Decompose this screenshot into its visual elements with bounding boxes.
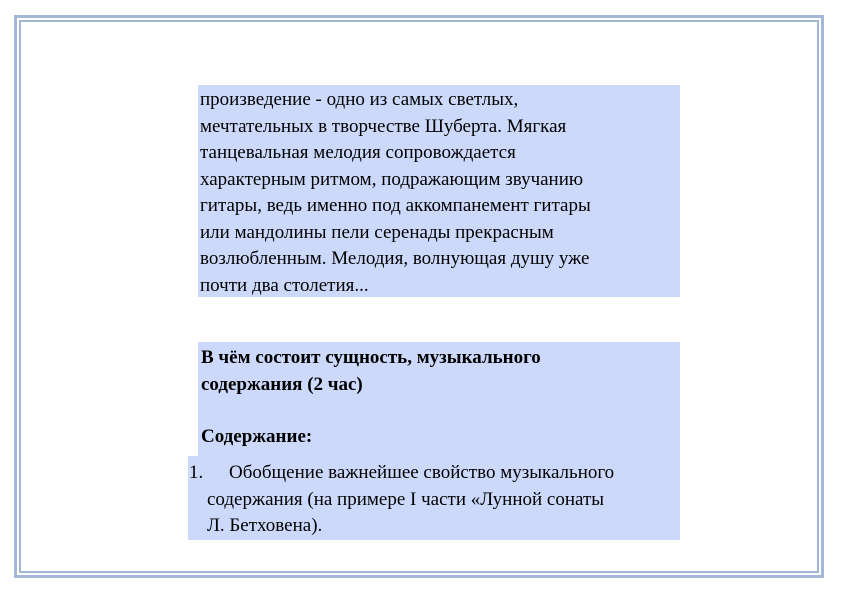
- list-item-line: Л. Бетховена).: [207, 515, 323, 536]
- list-item-line: Обобщение важнейшее свойство музыкального: [229, 462, 615, 483]
- paragraph-line: танцевальная мелодия сопровождается: [200, 142, 516, 163]
- paragraph-line: характерным ритмом, подражающим звучанию: [200, 168, 584, 190]
- paragraph-line: произведение - одно из самых светлых,: [200, 89, 519, 110]
- spacer: [201, 398, 680, 424]
- list-item-line: содержания (на примере I части «Лунной сонаты: [207, 488, 605, 510]
- list-item-text: [207, 460, 680, 540]
- list-item-number: 1.: [189, 462, 204, 483]
- list-item: [188, 460, 680, 540]
- topic-block: [198, 342, 680, 456]
- description-paragraph: [198, 85, 680, 297]
- paragraph-line: почти два столетия...: [200, 274, 369, 296]
- paragraph-line: мечтательных в творчестве Шуберта. Мягкая: [200, 115, 567, 137]
- topic-title-line: В чём состоит сущность, музыкального: [201, 347, 541, 368]
- contents-list: [188, 456, 680, 540]
- paragraph-line: возлюбленным. Мелодия, волнующая душу уже: [200, 248, 590, 269]
- paragraph-line: гитары, ведь именно под аккомпанемент гитары: [200, 195, 591, 216]
- paragraph-line: или мандолины пели серенады прекрасным: [200, 221, 554, 243]
- contents-heading: Содержание:: [201, 426, 313, 447]
- topic-title-line: содержания (2 час): [201, 373, 363, 395]
